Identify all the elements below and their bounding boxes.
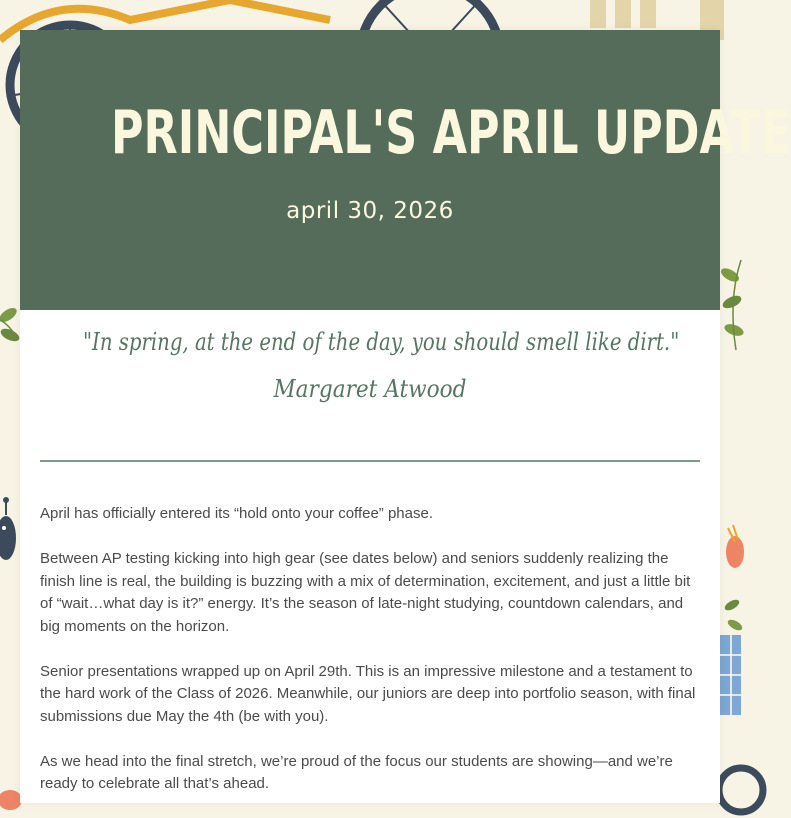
newsletter-card <box>20 30 791 803</box>
newsletter-date: april 30, 2026 <box>286 198 454 224</box>
body-paragraph: Between AP testing kicking into high gear (see dates below) and seniors suddenly realizing the finish line is real, the building is buzzing with a mix of determination, excitement, and just a little bit of “wait…what day is it?” energy. It’s the season of late-night studying, countdown calendars, and big moments on the horizon. <box>40 550 691 635</box>
section-divider <box>40 460 700 462</box>
newsletter-title: PRINCIPAL'S APRIL UPDATE <box>111 98 791 168</box>
body-paragraph: April has officially entered its “hold onto your coffee” phase. <box>40 505 434 522</box>
ladybug-illustration <box>0 497 16 560</box>
quote-line: "In spring, at the end of the day, you should smell like dirt." <box>83 328 680 356</box>
quote-text <box>20 330 720 354</box>
body-content <box>40 503 700 818</box>
body-paragraph: Senior presentations wrapped up on April 29th. This is an impressive milestone and a testament to the hard work of the Class of 2026. Meanwhile, our juniors are deep into portfolio season, with final submissions due May the 4th (be with you). <box>40 662 696 725</box>
quote-author: Margaret Atwood <box>273 375 467 403</box>
header-banner <box>20 30 791 310</box>
body-paragraph: As we head into the final stretch, we’re proud of the focus our students are showing—and we’re ready to celebrate all that’s ahead. <box>40 752 673 792</box>
